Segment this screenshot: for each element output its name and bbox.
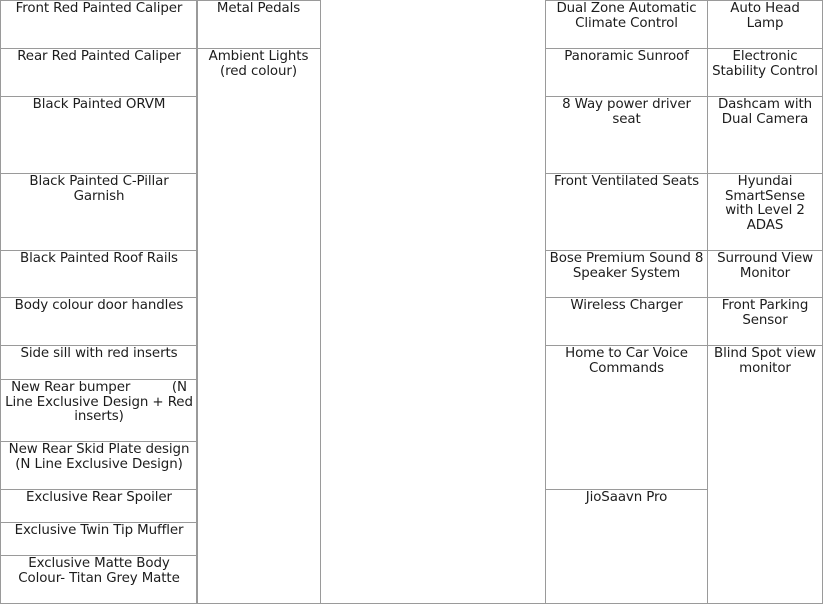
table-cell: Front Ventilated Seats [546, 173, 707, 251]
table-cell: Dashcam with Dual Camera [708, 96, 822, 174]
table-cell: Black Painted Roof Rails [1, 250, 197, 298]
table-cell: Home to Car Voice Commands [546, 345, 707, 490]
table-cell: Exclusive Matte Body Colour- Titan Grey Matte [1, 555, 197, 604]
table-cell: JioSaavn Pro [546, 489, 707, 604]
table-cell: Dual Zone Automatic Climate Control [546, 0, 707, 49]
table-cell: Bose Premium Sound 8 Speaker System [546, 250, 707, 298]
table-cell: Front Parking Sensor [708, 297, 822, 346]
table-cell: Blind Spot view monitor [708, 345, 822, 604]
table-cell: Electronic Stability Control [708, 48, 822, 97]
table-cell: Black Painted C-Pillar Garnish [1, 173, 197, 251]
safety-column [707, 0, 823, 604]
table-cell: Surround View Monitor [708, 250, 822, 298]
table-cell: Ambient Lights (red colour) [197, 48, 320, 604]
table-cell: Exclusive Rear Spoiler [1, 489, 197, 523]
table-cell: Metal Pedals [197, 0, 320, 49]
empty-column [320, 0, 546, 604]
table-cell: Auto Head Lamp [708, 0, 822, 49]
table-cell: Side sill with red inserts [1, 345, 197, 380]
table-cell: Hyundai SmartSense with Level 2 ADAS [708, 173, 822, 251]
table-cell: New Rear Skid Plate design (N Line Exclusive Design) [1, 441, 197, 490]
table-cell: Body colour door handles [1, 297, 197, 346]
table-cell: 8 Way power driver seat [546, 96, 707, 174]
exterior-column [0, 0, 198, 604]
table-cell: Exclusive Twin Tip Muffler [1, 522, 197, 556]
table-cell: Rear Red Painted Caliper [1, 48, 197, 97]
interior-column [196, 0, 321, 604]
table-cell: Wireless Charger [546, 297, 707, 346]
comfort-column [545, 0, 708, 604]
table-cell: Panoramic Sunroof [546, 48, 707, 97]
table-cell: Black Painted ORVM [1, 96, 197, 174]
table-cell: Front Red Painted Caliper [1, 0, 197, 49]
table-cell: New Rear bumper (N Line Exclusive Design + Red inserts) [1, 379, 197, 442]
